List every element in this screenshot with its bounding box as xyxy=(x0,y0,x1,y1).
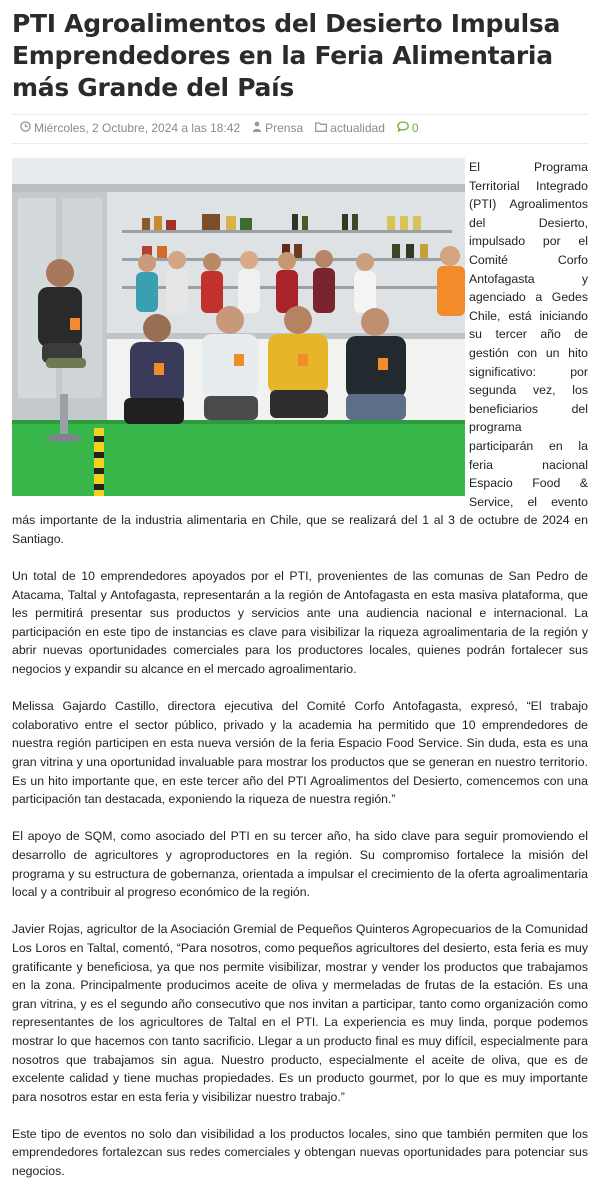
article-meta xyxy=(12,114,588,144)
article-title: PTI Agroalimentos del Desierto Impulsa Emprendedores en la Feria Alimentaria más Grande del País xyxy=(12,9,561,102)
meta-category-text[interactable]: actualidad xyxy=(330,121,385,135)
article-content xyxy=(12,158,588,1181)
paragraph-3: Melissa Gajardo Castillo, directora ejecutiva del Comité Corfo Antofagasta, expresó, “El trabajo colaborativo entre el sector público, privado y la academia ha permitido que 10 emprendedores de nuestra región participen en esta nueva versión de la feria Espacio Food Service. Sin duda, esta es una gran vitrina y una oportunidad invaluable para mostrar los productos que se generan en nuestro territorio. Es un hito importante que, en este tercer año del PTI Agroalimentos del Desierto, comencemos con una participación tan destacada, exponiendo la riqueza de nuestra región.” xyxy=(12,699,588,807)
paragraph-1: El Programa Territorial Integrado (PTI) Agroalimentos del Desierto, impulsado por el Comité Corfo Antofagasta y agenciado a Gedes Chile, está iniciando su tercer año de gestión con un hito significativo: por segunda vez, los beneficiarios del programa participarán en la feria nacional Espacio Food & Service, el evento más importante de la industria alimentaria en Chile, que se realizará del 1 al 3 de octubre de 2024 en Santiago. xyxy=(12,160,588,546)
meta-date xyxy=(20,121,240,135)
paragraph-2: Un total de 10 emprendedores apoyados por el PTI, provenientes de las comunas de San Pedro de Atacama, Taltal y Antofagasta, representarán a la región de Antofagasta en esta masiva plataforma, que les permitirá presentar sus productos y servicios ante una audiencia nacional e internacional. La participación en este tipo de instancias es clave para visibilizar la riqueza agroalimentaria de la región y abrir nuevas oportunidades comerciales para los productores locales, quienes podrán fortalecer sus negocios y expandir su alcance en el mercado agroalimentario. xyxy=(12,569,588,677)
photo-illustration xyxy=(12,158,465,496)
article-photo xyxy=(12,158,465,496)
user-icon xyxy=(252,121,262,135)
comment-icon xyxy=(397,121,409,135)
clock-icon xyxy=(20,121,31,135)
folder-icon xyxy=(315,121,327,135)
paragraph-4: El apoyo de SQM, como asociado del PTI en su tercer año, ha sido clave para seguir promoviendo el desarrollo de agricultores y agroproductores en la región. Su compromiso fortalece la misión del programa y su estructura de gobernanza, orientada a impulsar el crecimiento de la oferta agroalimentaria local y a contribuir al progreso económico de la región. xyxy=(12,829,588,900)
paragraph-6: Este tipo de eventos no solo dan visibilidad a los productos locales, sino que también permiten que los emprendedores fortalezcan sus redes comerciales y obtengan nuevas oportunidades para potenciar sus negocios. xyxy=(12,1126,588,1179)
meta-date-text: Miércoles, 2 Octubre, 2024 a las 18:42 xyxy=(34,121,241,135)
meta-comments-count[interactable]: 0 xyxy=(411,121,419,135)
meta-comments[interactable] xyxy=(397,121,419,135)
meta-author[interactable] xyxy=(252,121,303,135)
paragraph-5: Javier Rojas, agricultor de la Asociación Gremial de Pequeños Quinteros Agropecuarios de la Comunidad Los Loros en Taltal, comentó, “Para nosotros, como pequeños agricultores del desierto, esta feria es muy gratificante y beneficiosa, ya que nos permite visibilizar, mostrar y vender los productos que trabajamos en la zona. Principalmente producimos aceite de oliva y mermeladas de frutas de la estación. Es una gran vitrina, y es el segundo año consecutivo que nos invitan a participar, tanto como organización como representantes de los agricultores de Taltal en el PTI. La experiencia es muy linda, porque podemos mostrar lo que hacemos con tanto sacrificio. Llegar a un producto final es muy difícil, especialmente para nosotros que trabajamos sin agua. Nuestro producto, especialmente el aceite de oliva, que es de excelente calidad y tiene muchas propiedades. Es un producto gourmet, por lo que es muy importante para nosotros estar en esta feria y visibilizar nuestro trabajo.” xyxy=(12,922,588,1104)
meta-category[interactable] xyxy=(315,121,385,135)
meta-author-text[interactable]: Prensa xyxy=(265,121,304,135)
